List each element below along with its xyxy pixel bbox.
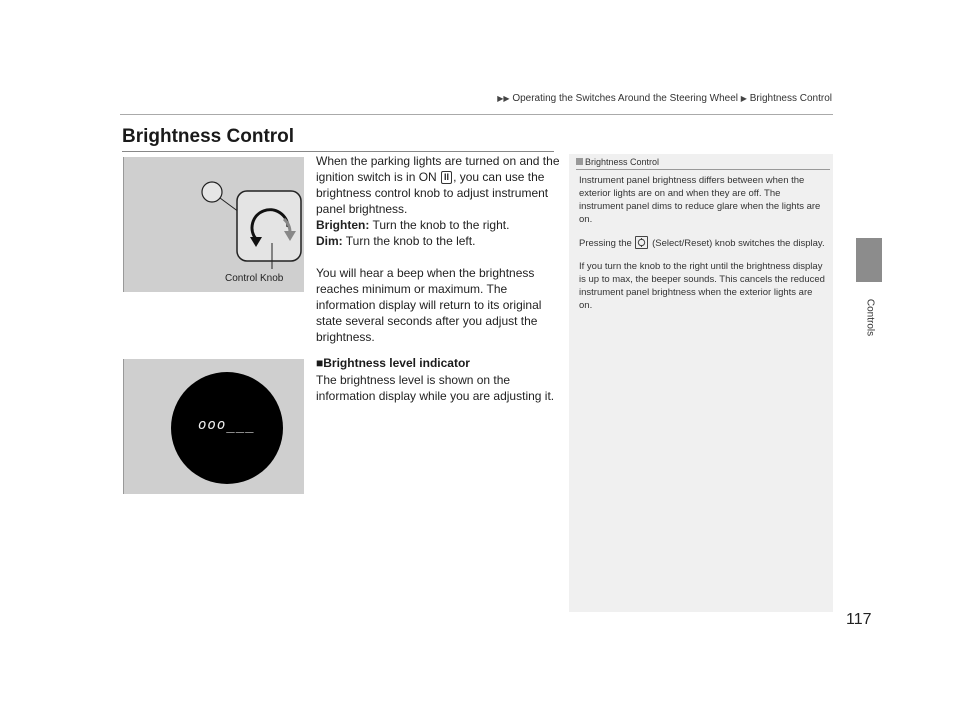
note-paragraph-3: If you turn the knob to the right until the brightness display is up to max, the beeper sounds. This cancels the reduced instrument panel brightness when the exterior lights are on. [579,261,825,311]
section-text: The brightness level is shown on the information display while you are adjusting it. [316,373,555,403]
note-marker-icon [576,158,583,165]
beep-paragraph: You will hear a beep when the brightness reaches minimum or maximum. The information display will return to its original state several seconds after you adjust the brightness. [316,266,542,344]
note-divider [576,169,830,170]
arrow-icon: ▶ [740,94,747,103]
note-body [579,174,825,322]
note-title: Brightness Control [576,157,659,167]
select-reset-knob-icon [635,236,648,249]
brightness-level-readout: ooo___ [198,417,255,433]
note-paragraph-1: Instrument panel brightness differs between when the exterior lights are on and when they are off. The instrument panel dims to reduce glare when the lights are on. [579,175,821,225]
body-text [316,153,560,345]
control-knob-label: Control Knob [225,273,284,284]
note-paragraph-2: Pressing the (Select/Reset) knob switches the display. [579,238,825,249]
brightness-display-figure [123,359,304,494]
page-number: 117 [846,611,872,628]
chapter-tab [856,238,882,282]
intro-paragraph: When the parking lights are turned on and the ignition switch is in ON II , you can use the brightness control knob to adjust instrument panel brightness. [316,154,560,216]
ignition-key-badge: II [441,171,452,184]
brighten-line: Brighten: Turn the knob to the right. [316,218,510,232]
double-arrow-icon: ▶▶ [497,94,510,103]
chapter-label: Controls [864,298,876,337]
breadcrumb [470,93,832,104]
header-divider [120,114,833,115]
breadcrumb-current: Brightness Control [749,93,832,104]
section-heading: ■Brightness level indicator [316,356,470,370]
control-knob-figure [123,157,304,292]
control-knob-illustration [124,157,304,292]
page-title: Brightness Control [122,126,295,147]
dim-line: Dim: Turn the knob to the left. [316,234,476,248]
title-divider [122,151,554,152]
breadcrumb-parent: Operating the Switches Around the Steering Wheel [512,93,739,104]
